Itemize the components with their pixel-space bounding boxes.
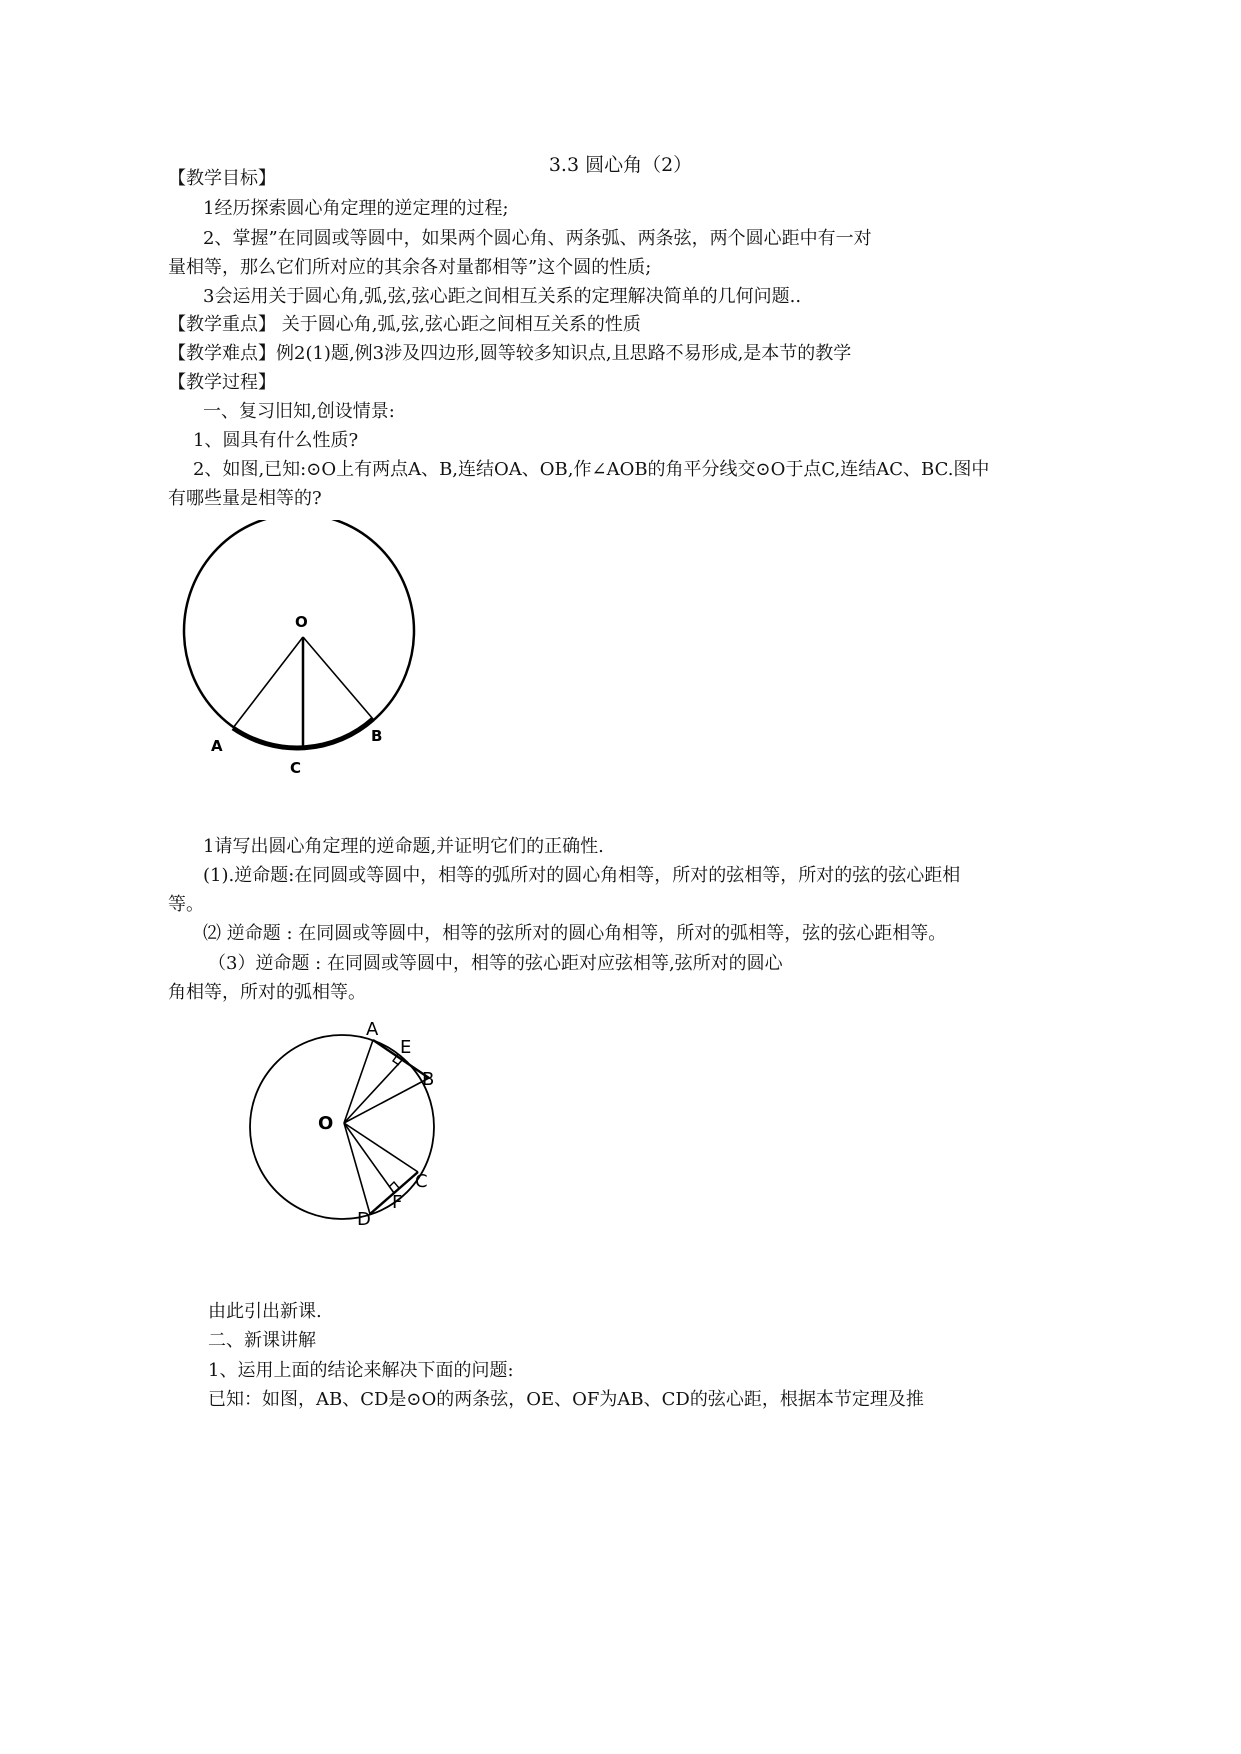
segment-ob — [303, 637, 373, 719]
review-heading: 一、复习旧知,创设情景: — [203, 401, 395, 422]
objective-item: 量相等，那么它们所对应的其余各对量都相等”这个圆的性质; — [168, 257, 652, 278]
new-lesson-lead: 由此引出新课. — [208, 1301, 322, 1322]
difficulty: 【教学难点】例2(1)题,例3涉及四边形,圆等较多知识点,且思路不易形成,是本节的教学 — [168, 343, 852, 364]
label-a: A — [211, 737, 223, 755]
label-d: D — [357, 1209, 371, 1230]
label-f: F — [392, 1192, 403, 1213]
converse-3: （3）逆命题 : 在同圆或等圆中，相等的弦心距对应弦相等,弦所对的圆心 — [208, 953, 783, 974]
key-point: 【教学重点】 关于圆心角,弧,弦,弦心距之间相互关系的性质 — [168, 314, 641, 335]
review-question-2: 2、如图,已知:⊙O上有两点A、B,连结OA、OB,作∠AOB的角平分线交⊙O于点C,连结AC、BC.图中 — [193, 459, 990, 480]
circle-outline — [184, 520, 414, 748]
process-heading: 【教学过程】 — [168, 372, 276, 393]
figure-circle-aob — [170, 520, 440, 790]
objective-item: 3会运用关于圆心角,弧,弦,弦心距之间相互关系的定理解决简单的几何问题.. — [203, 286, 802, 307]
label-e: E — [400, 1037, 412, 1058]
review-question-1: 1、圆具有什么性质? — [193, 430, 359, 451]
label-b: B — [371, 727, 383, 745]
label-c: C — [290, 759, 302, 777]
converse-3-cont: 角相等，所对的弧相等。 — [168, 982, 366, 1003]
converse-intro: 1请写出圆心角定理的逆命题,并证明它们的正确性. — [203, 836, 604, 857]
segment-oe — [344, 1058, 404, 1123]
label-o: O — [295, 613, 308, 631]
converse-2: ⑵ 逆命题 : 在同圆或等圆中，相等的弦所对的圆心角相等，所对的弧相等，弦的弦心距相等。 — [203, 923, 947, 944]
figure-chords-ab-cd — [240, 1015, 450, 1240]
label-b: B — [422, 1069, 435, 1090]
label-a: A — [366, 1019, 379, 1040]
review-question-2-cont: 有哪些量是相等的? — [168, 488, 322, 509]
new-lesson-problem: 1、运用上面的结论来解决下面的问题: — [208, 1360, 514, 1381]
segment-oa — [233, 637, 303, 728]
converse-1-cont: 等。 — [168, 894, 204, 915]
objective-item: 1经历探索圆心角定理的逆定理的过程; — [203, 198, 509, 219]
segment-od — [344, 1123, 370, 1214]
label-o: O — [318, 1113, 334, 1134]
segment-of — [344, 1123, 394, 1193]
converse-1: (1).逆命题:在同圆或等圆中，相等的弧所对的圆心角相等，所对的弦相等，所对的弦的弦心距相 — [203, 865, 961, 886]
objective-item: 2、掌握”在同圆或等圆中，如果两个圆心角、两条弧、两条弦，两个圆心距中有一对 — [203, 228, 872, 249]
new-lesson-given: 已知：如图，AB、CD是⊙O的两条弦，OE、OF为AB、CD的弦心距，根据本节定理及推 — [208, 1389, 924, 1410]
page-title: 3.3 圆心角（2） — [548, 154, 693, 176]
objectives-heading: 【教学目标】 — [168, 168, 276, 189]
new-lesson-heading: 二、新课讲解 — [208, 1330, 316, 1351]
label-c: C — [415, 1171, 428, 1192]
